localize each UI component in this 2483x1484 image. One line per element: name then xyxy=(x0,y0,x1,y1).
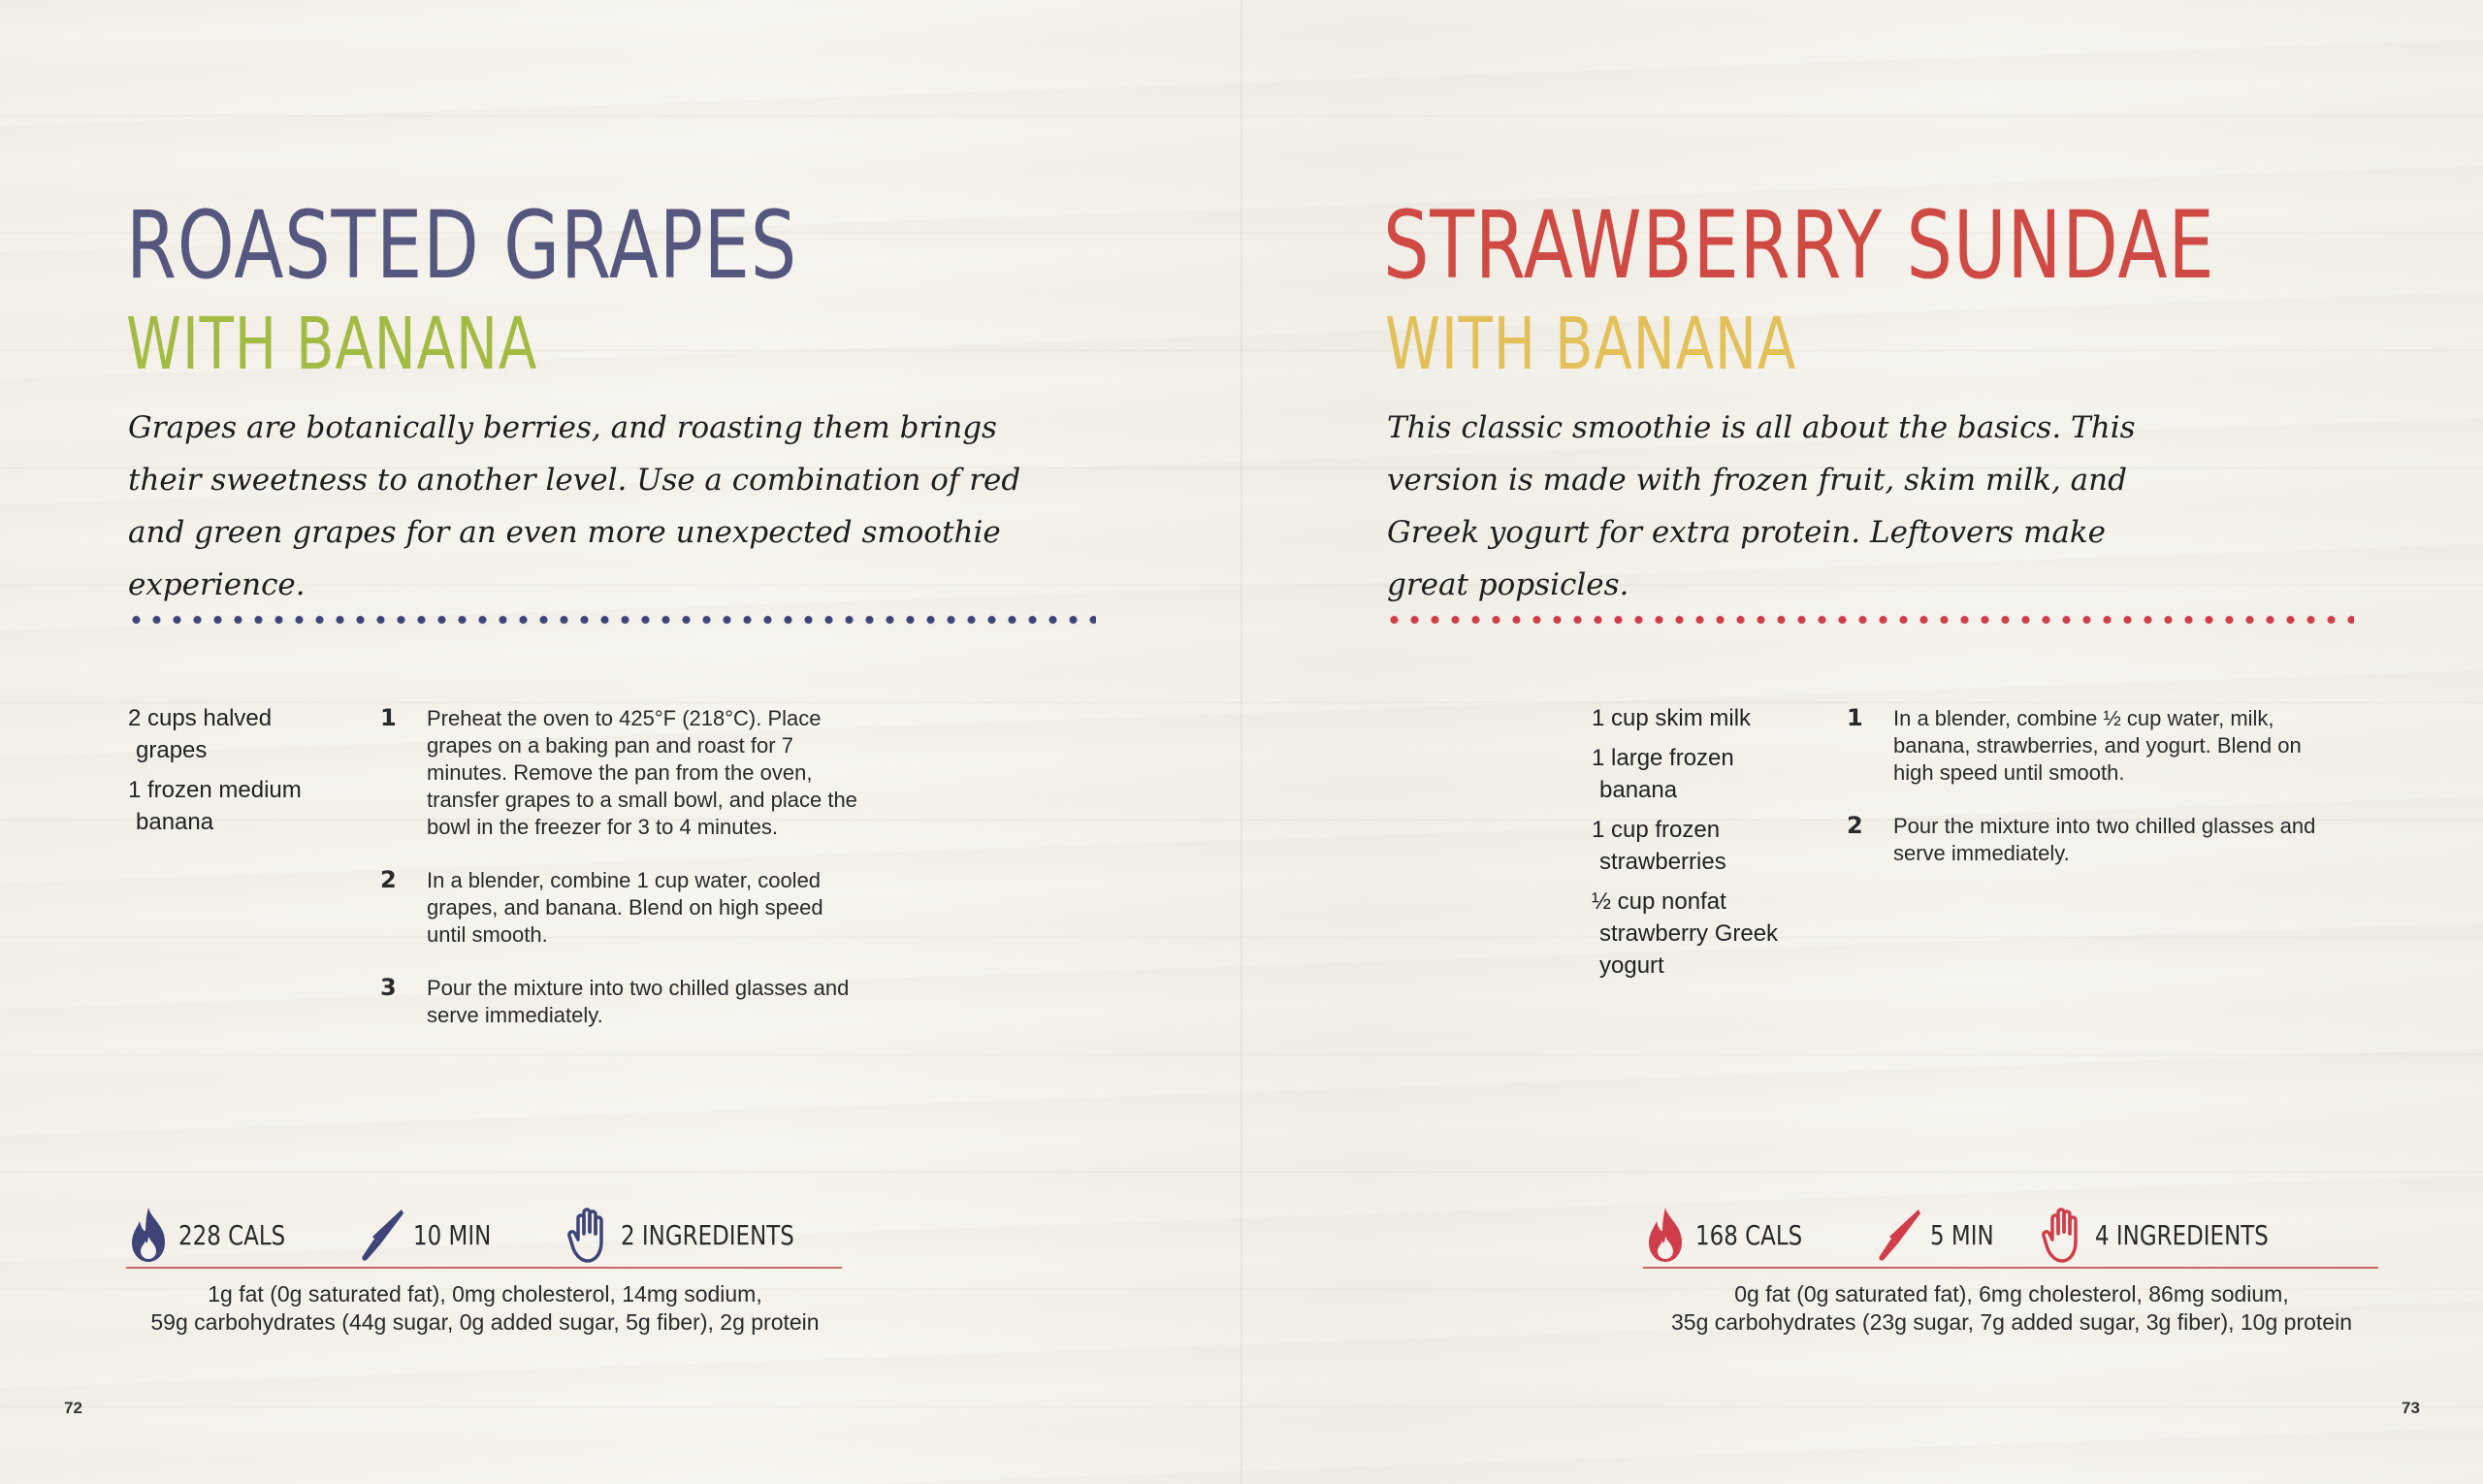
step-number: 2 xyxy=(1847,812,1863,839)
step-number: 3 xyxy=(380,974,397,1001)
ingredient-item: 2 cups halved grapes xyxy=(128,705,273,763)
dotted-divider xyxy=(126,615,1096,625)
nutrition-facts xyxy=(1624,1280,2400,1337)
recipe-intro: This classic smoothie is all about the basics. This version is made with frozen fruit, skim milk, and Greek yogurt for extra protein. Leftovers make great popsicles. xyxy=(1387,410,2136,602)
recipe-strawberry-sundae xyxy=(1242,0,2483,1484)
step-text: Pour the mixture into two chilled glasses and serve immediately. xyxy=(427,976,850,1027)
nutrition-line: 35g carbohydrates (23g sugar, 7g added sugar, 3g fiber), 10g protein xyxy=(1671,1309,2352,1335)
ingredients-count-label: 4 INGREDIENTS xyxy=(2095,1218,2269,1251)
step-number: 1 xyxy=(1847,704,1863,731)
recipe-subtitle: WITH BANANA xyxy=(1385,303,1797,386)
step-list xyxy=(1847,705,2322,893)
calories-label: 228 CALS xyxy=(178,1218,286,1251)
step-text: In a blender, combine 1 cup water, cooled grapes, and banana. Blend on high speed until smooth. xyxy=(427,868,823,947)
stats-rule xyxy=(1643,1267,2378,1269)
recipe-stats xyxy=(1643,1201,2380,1269)
nutrition-line: 0g fat (0g saturated fat), 6mg cholesterol, 86mg sodium, xyxy=(1734,1281,2289,1307)
ingredient-item: 1 large frozen banana xyxy=(1592,745,1734,803)
stats-rule xyxy=(126,1267,842,1269)
stat-time xyxy=(359,1201,508,1269)
recipe-title: STRAWBERRY SUNDAE xyxy=(1383,191,2215,300)
page-number: 73 xyxy=(2402,1399,2420,1417)
knife-icon xyxy=(1876,1206,1922,1264)
step-text: Preheat the oven to 425°F (218°C). Place grapes on a baking pan and roast for 7 minutes. Remove the pan from the oven, transfer grapes to a small bowl, and place the bowl in the freezer for 3 to 4 minutes. xyxy=(427,706,857,839)
page-number: 72 xyxy=(64,1399,82,1417)
knife-icon xyxy=(359,1206,405,1264)
step-list xyxy=(380,705,865,1055)
step-item xyxy=(1847,813,2322,867)
hand-icon xyxy=(566,1205,613,1265)
stat-ingredients xyxy=(2041,1201,2306,1269)
nutrition-facts xyxy=(126,1280,844,1337)
step-text: In a blender, combine ½ cup water, milk, banana, strawberries, and yogurt. Blend on high speed until smooth. xyxy=(1893,706,2302,785)
ingredient-item: 1 cup frozen strawberries xyxy=(1592,817,1726,875)
nutrition-line: 59g carbohydrates (44g sugar, 0g added sugar, 5g fiber), 2g protein xyxy=(150,1309,820,1335)
step-item xyxy=(380,867,865,949)
dotted-divider xyxy=(1384,615,2354,625)
calories-label: 168 CALS xyxy=(1695,1218,1803,1251)
recipe-title: ROASTED GRAPES xyxy=(126,191,798,300)
step-item xyxy=(380,975,865,1029)
step-number: 1 xyxy=(380,704,397,731)
step-text: Pour the mixture into two chilled glasses and serve immediately. xyxy=(1893,814,2316,865)
nutrition-line: 1g fat (0g saturated fat), 0mg cholesterol, 14mg sodium, xyxy=(208,1281,762,1307)
step-item xyxy=(1847,705,2322,787)
flame-icon xyxy=(1643,1206,1688,1264)
time-label: 10 MIN xyxy=(413,1218,492,1251)
ingredient-item: 1 frozen medium banana xyxy=(128,777,302,835)
stat-time xyxy=(1876,1201,2008,1269)
stat-calories xyxy=(126,1201,308,1269)
recipe-subtitle: WITH BANANA xyxy=(126,303,538,386)
ingredient-item: ½ cup nonfat strawberry Greek yogurt xyxy=(1592,888,1779,979)
time-label: 5 MIN xyxy=(1930,1218,1994,1251)
stat-calories xyxy=(1643,1201,1825,1269)
stat-ingredients xyxy=(566,1201,832,1269)
ingredient-item: 1 cup skim milk xyxy=(1592,705,1752,731)
ingredient-list xyxy=(128,702,341,846)
ingredient-list xyxy=(1592,702,1786,989)
hand-icon xyxy=(2041,1205,2087,1265)
ingredients-count-label: 2 INGREDIENTS xyxy=(621,1218,794,1251)
flame-icon xyxy=(126,1206,171,1264)
recipe-stats xyxy=(126,1201,844,1269)
step-number: 2 xyxy=(380,866,397,893)
recipe-intro: Grapes are botanically berries, and roasting them brings their sweetness to another level. Use a combination of red and green grapes for an even more unexpected smoothie experience. xyxy=(128,410,1021,602)
step-item xyxy=(380,705,865,841)
